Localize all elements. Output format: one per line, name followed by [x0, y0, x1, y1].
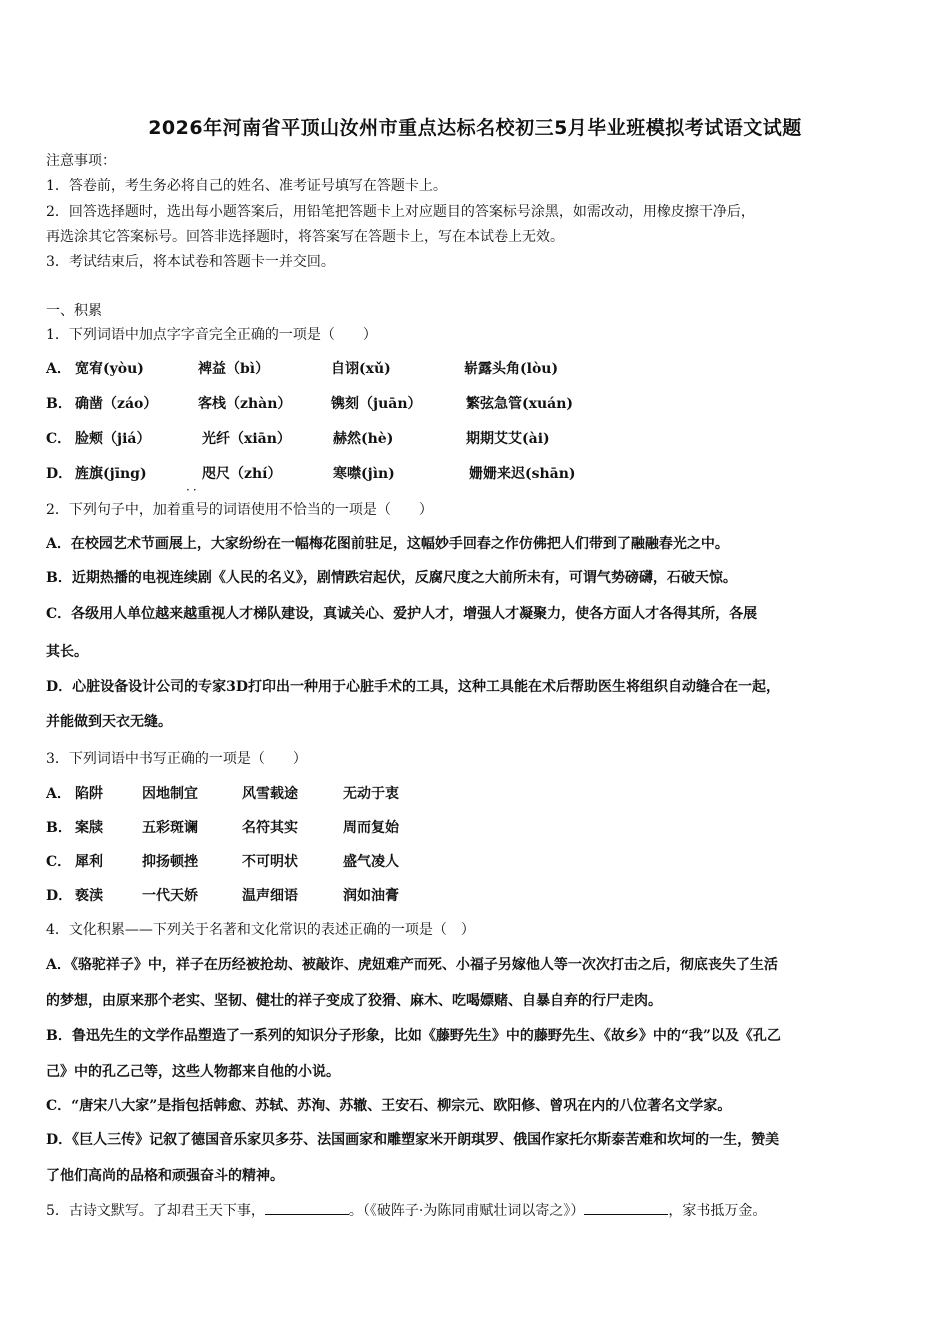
- option-term: 确凿（záo）: [75, 396, 158, 412]
- notice-heading: 注意事项：: [46, 153, 116, 169]
- notice-item: 3．考试结束后，将本试卷和答题卡一并交回。: [46, 254, 335, 270]
- option-term: 镌刻（juān）: [331, 396, 422, 412]
- option-label: C．: [46, 854, 72, 870]
- question-3-stem: 3．下列词语中书写正确的一项是（ ）: [46, 751, 307, 767]
- option-term: 案牍: [75, 820, 103, 836]
- option-term: 光纤（xiān）: [202, 431, 291, 447]
- option-term: 周而复始: [343, 820, 399, 836]
- option-label: B．: [46, 820, 72, 836]
- option-term: 润如油膏: [343, 888, 399, 904]
- option-label: D．: [46, 888, 73, 904]
- q2-option-d-cont: 并能做到天衣无缝。: [46, 714, 172, 730]
- q2-option-a[interactable]: A．在校园艺术节画展上，大家纷纷在一幅梅花图前驻足，这幅妙手回春之作仿佛把人们带到了融融春光之中。: [46, 536, 729, 552]
- option-term: 寒噤(jìn): [333, 466, 395, 482]
- option-term: 温声细语: [242, 888, 298, 904]
- option-term: 盛气凌人: [343, 854, 399, 870]
- option-label: C．: [46, 431, 72, 447]
- q4-option-a-cont: 的梦想，由原来那个老实、坚韧、健壮的祥子变成了狡猾、麻木、吃喝嫖赌、自暴自弃的行尸走肉。: [46, 993, 662, 1009]
- option-term: 客栈（zhàn）: [198, 396, 292, 412]
- option-label: A．: [46, 786, 71, 802]
- q4-option-b[interactable]: B．鲁迅先生的文学作品塑造了一系列的知识分子形象，比如《藤野先生》中的藤野先生、《故乡》中的“我”以及《孔乙: [46, 1028, 781, 1044]
- q4-option-d-cont: 了他们高尚的品格和顽强奋斗的精神。: [46, 1168, 284, 1184]
- question-1-stem: 1．下列词语中加点字字音完全正确的一项是（ ）: [46, 327, 377, 343]
- option-term: 宽宥(yòu): [75, 361, 144, 377]
- q2-option-d[interactable]: D．心脏设备设计公司的专家3D打印出一种用于心脏手术的工具，这种工具能在术后帮助医生将组织自动缝合在一起，: [46, 679, 781, 695]
- q2-option-c-cont: 其长。: [46, 644, 88, 660]
- option-term: 名符其实: [242, 820, 298, 836]
- notice-item: 2．回答选择题时，选出每小题答案后，用铅笔把答题卡上对应题目的答案标号涂黑，如需改动，用橡皮擦干净后，: [46, 204, 755, 220]
- option-term: 因地制宜: [142, 786, 198, 802]
- option-term: 赫然(hè): [333, 431, 394, 447]
- notice-item: 再选涂其它答案标号。回答非选择题时，将答案写在答题卡上，写在本试卷上无效。: [46, 229, 564, 245]
- section-heading: 一、积累: [46, 303, 102, 319]
- option-term: 旌旗(jīng): [75, 466, 147, 482]
- answer-blank[interactable]: [265, 1200, 349, 1215]
- question-2-stem: 2．下列句子中，加着重号的词语使用不恰当的一项是（ ）: [46, 502, 433, 518]
- option-term: 姗姗来迟(shān): [469, 466, 576, 482]
- page-title: 2026年河南省平顶山汝州市重点达标名校初三5月毕业班模拟考试语文试题: [148, 117, 802, 139]
- answer-blank[interactable]: [584, 1200, 668, 1215]
- option-label: B．: [46, 396, 72, 412]
- q4-option-d[interactable]: D．《巨人三传》记叙了德国音乐家贝多芬、法国画家和雕塑家米开朗琪罗、俄国作家托尔斯泰苦难和坎坷的一生，赞美: [46, 1132, 780, 1148]
- emphasis-dots: ··: [186, 483, 200, 497]
- q2-option-b[interactable]: B．近期热播的电视连续剧《人民的名义》，剧情跌宕起伏，反腐尺度之大前所未有，可谓气势磅礴，石破天惊。: [46, 570, 737, 586]
- option-term: 风雪载途: [242, 786, 298, 802]
- option-term: 裨益（bì）: [198, 361, 270, 377]
- option-term: 陷阱: [75, 786, 103, 802]
- option-term: 五彩斑谰: [142, 820, 198, 836]
- option-label: A．: [46, 361, 71, 377]
- q4-option-a[interactable]: A．《骆驼祥子》中，祥子在历经被抢劫、被敲诈、虎妞难产而死、小福子另嫁他人等一次次打击之后，彻底丧失了生活: [46, 957, 778, 973]
- option-term: 一代天娇: [142, 888, 198, 904]
- option-term: 脸颊（jiá）: [75, 431, 151, 447]
- option-label: D．: [46, 466, 73, 482]
- q5-text: 5．古诗文默写。了却君王天下事，: [46, 1203, 265, 1219]
- notice-item: 1．答卷前，考生务必将自己的姓名、准考证号填写在答题卡上。: [46, 178, 447, 194]
- option-term: 无动于衷: [343, 786, 399, 802]
- q5-text: ，家书抵万金。: [668, 1203, 767, 1219]
- option-term: 繁弦急管(xuán): [466, 396, 574, 412]
- question-4-stem: 4．文化积累——下列关于名著和文化常识的表述正确的一项是（ ）: [46, 922, 475, 938]
- option-term: 犀利: [75, 854, 103, 870]
- option-term: 抑扬顿挫: [142, 854, 198, 870]
- option-term: 亵渎: [75, 888, 103, 904]
- q5-text: 。（《破阵子·为陈同甫赋壮词以寄之》）: [348, 1203, 585, 1219]
- q2-option-c[interactable]: C．各级用人单位越来越重视人才梯队建设，真诚关心、爱护人才，增强人才凝聚力，使各方面人才各得其所，各展: [46, 606, 758, 622]
- question-5: [46, 1200, 766, 1221]
- q4-option-c[interactable]: C．“唐宋八大家”是指包括韩愈、苏轼、苏洵、苏辙、王安石、柳宗元、欧阳修、曾巩在内的八位著名文学家。: [46, 1098, 732, 1114]
- option-term: 期期艾艾(ài): [466, 431, 550, 447]
- option-term: 自诩(xǔ): [331, 361, 391, 377]
- q4-option-b-cont: 己》中的孔乙己等，这些人物都来自他的小说。: [46, 1064, 340, 1080]
- option-term: 崭露头角(lòu): [464, 361, 559, 377]
- option-term: 不可明状: [242, 854, 298, 870]
- option-term: 咫尺（zhí）: [202, 466, 282, 482]
